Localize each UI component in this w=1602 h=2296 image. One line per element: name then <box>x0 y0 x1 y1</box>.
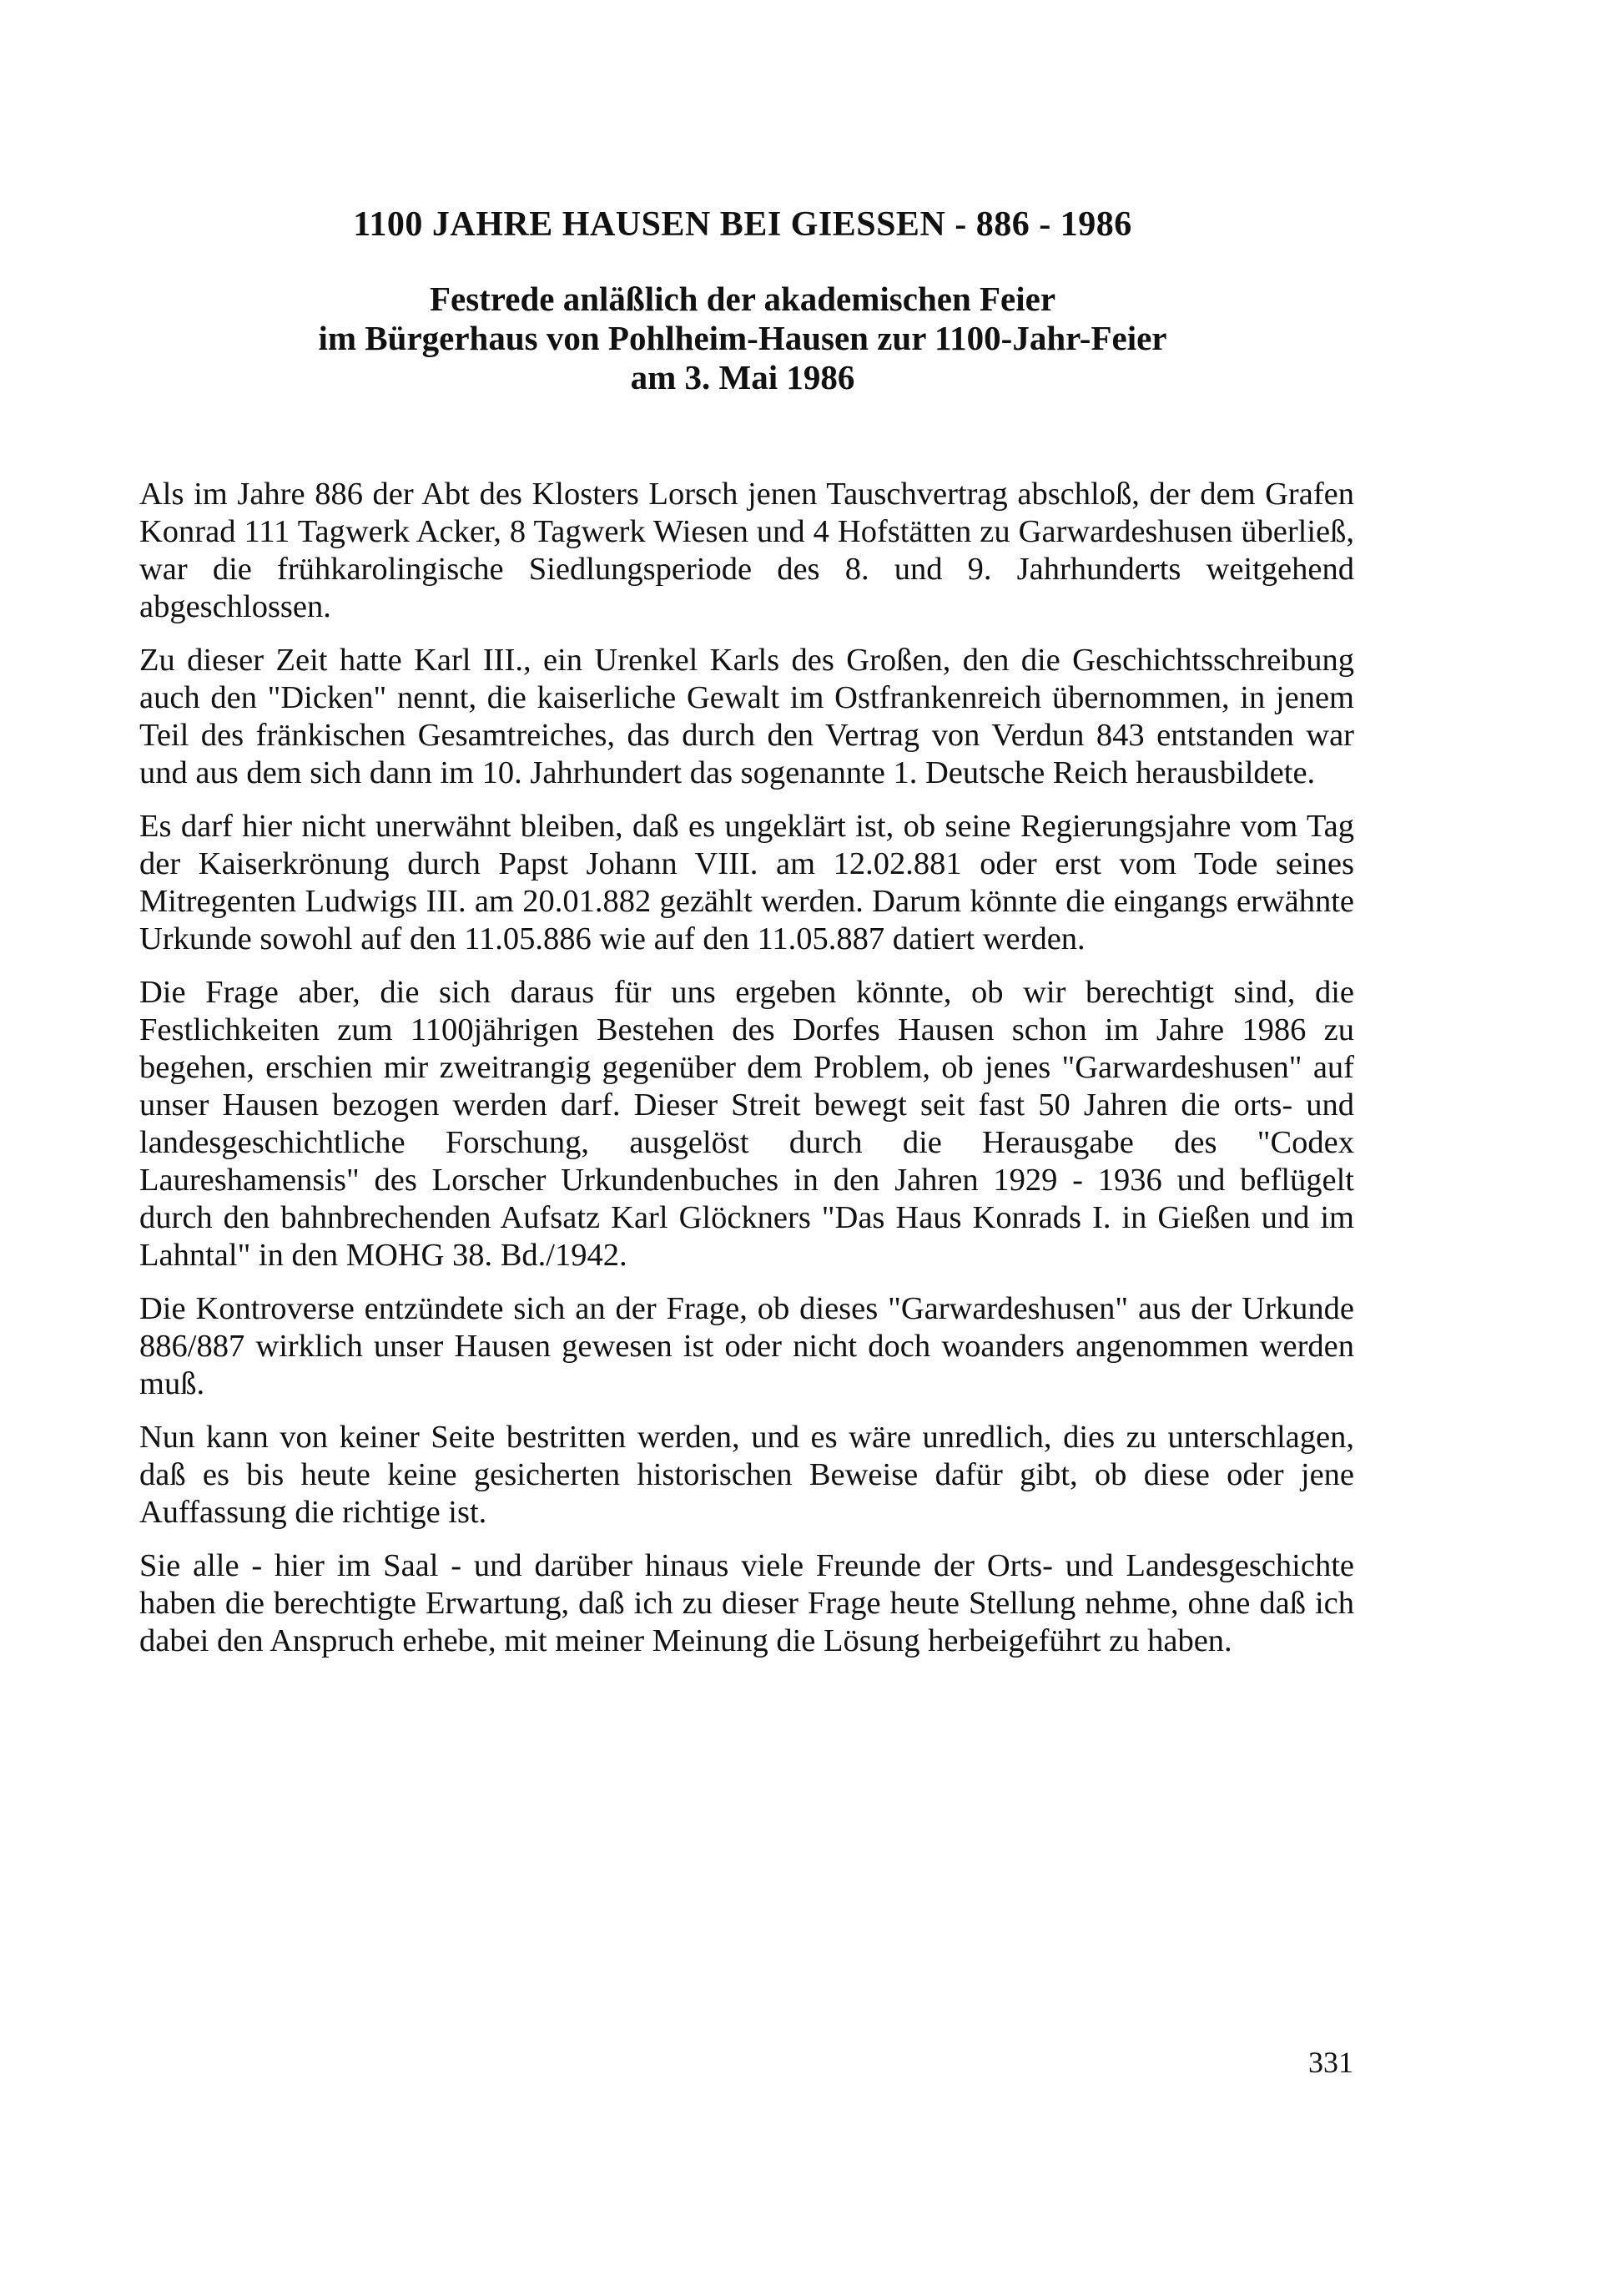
paragraph: Sie alle - hier im Saal - und darüber hinaus viele Freunde der Orts- und Landesgeschichte haben die berechtigte Erwartung, daß ich zu dieser Frage heute Stellung nehme, ohne daß ich dabei den Anspruch erhebe, mit meiner Meinung die Lösung herbeigeführt zu haben. <box>139 1548 1354 1658</box>
subtitle-line: Festrede anläßlich der akademischen Feier <box>429 280 1056 318</box>
paragraph: Als im Jahre 886 der Abt des Klosters Lorsch jenen Tauschvertrag abschloß, der dem Grafen Konrad 111 Tagwerk Acker, 8 Tagwerk Wiesen und 4 Hofstätten zu Garwardeshusen überließ, war die frühkarolingische Siedlungsperiode des 8. und 9. Jahrhunderts weitgehend abgeschlossen. <box>139 477 1354 624</box>
paragraph: Es darf hier nicht unerwähnt bleiben, daß es ungeklärt ist, ob seine Regierungsjahre vom Tag der Kaiserkrönung durch Papst Johann VIII. am 12.02.881 oder erst vom Tode seines Mitregenten Ludwigs III. am 20.01.882 gezählt werden. Darum könnte die eingangs erwähnte Urkunde sowohl auf den 11.05.886 wie auf den 11.05.887 datiert werden. <box>139 809 1354 956</box>
subtitle-line: im Bürgerhaus von Pohlheim-Hausen zur 1100-Jahr-Feier <box>318 319 1167 357</box>
subtitle-line: am 3. Mai 1986 <box>630 358 855 396</box>
paragraph: Die Kontroverse entzündete sich an der Frage, ob dieses "Garwardeshusen" aus der Urkunde 886/887 wirklich unser Hausen gewesen ist oder nicht doch woanders angenommen werden muß. <box>139 1291 1354 1401</box>
page-title: 1100 JAHRE HAUSEN BEI GIESSEN - 886 - 1986 <box>353 205 1132 244</box>
subtitle-block <box>134 280 1352 397</box>
page-number: 331 <box>1308 2046 1353 2079</box>
paragraph: Nun kann von keiner Seite bestritten werden, und es wäre unredlich, dies zu unterschlagen, daß es bis heute keine gesicherten historischen Beweise dafür gibt, ob diese oder jene Auffassung die richtige ist. <box>139 1420 1354 1530</box>
body-text <box>139 476 1354 1676</box>
paragraph: Zu dieser Zeit hatte Karl III., ein Urenkel Karls des Großen, den die Geschichtsschreibung auch den "Dicken" nennt, die kaiserliche Gewalt im Ostfrankenreich übernommen, in jenem Teil des fränkischen Gesamtreiches, das durch den Vertrag von Verdun 843 entstanden war und aus dem sich dann im 10. Jahrhundert das sogenannte 1. Deutsche Reich herausbildete. <box>139 643 1354 790</box>
paragraph: Die Frage aber, die sich daraus für uns ergeben könnte, ob wir berechtigt sind, die Festlichkeiten zum 1100jährigen Bestehen des Dorfes Hausen schon im Jahre 1986 zu begehen, erschien mir zweitrangig gegenüber dem Problem, ob jenes "Garwardeshusen" auf unser Hausen bezogen werden darf. Dieser Streit bewegt seit fast 50 Jahren die orts- und landesgeschichtliche Forschung, ausgelöst durch die Herausgabe des "Codex Laureshamensis" des Lorscher Urkundenbuches in den Jahren 1929 - 1936 und beflügelt durch den bahnbrechenden Aufsatz Karl Glöckners "Das Haus Konrads I. in Gießen und im Lahntal" in den MOHG 38. Bd./1942. <box>139 975 1354 1273</box>
